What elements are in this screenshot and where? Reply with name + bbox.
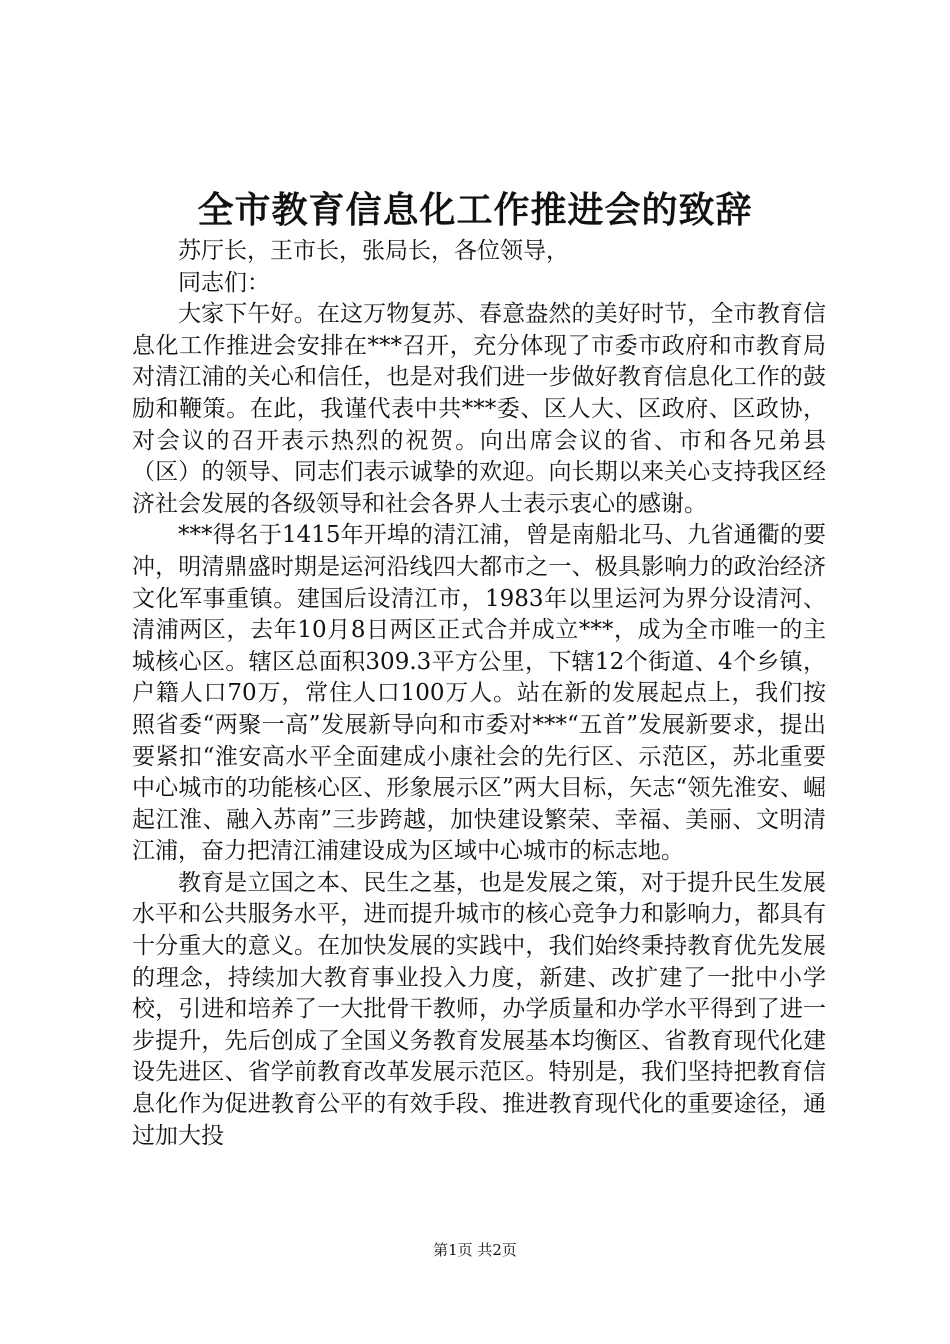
document-title: 全市教育信息化工作推进会的致辞 [197, 189, 753, 231]
page-number-footer: 第1页 共2页 [433, 1241, 517, 1259]
document-body [132, 236, 826, 1152]
body-paragraph: 大家下午好。在这万物复苏、春意盎然的美好时节，全市教育信息化工作推进会安排在***召开，充分体现了市委市政府和市教育局对清江浦的关心和信任，也是对我们进一步做好教育信息化工作的鼓励和鞭策。在此，我谨代表中共***委、区人大、区政府、区政协，对会议的召开表示热烈的祝贺。向出席会议的省、市和各兄弟县（区）的领导、同志们表示诚挚的欢迎。向长期以来关心支持我区经济社会发展的各级领导和社会各界人士表示衷心的感谢。 [132, 301, 826, 517]
salutation-line: 同志们： [178, 269, 270, 296]
body-paragraph: 教育是立国之本、民生之基，也是发展之策，对于提升民生发展水平和公共服务水平，进而提升城市的核心竞争力和影响力，都具有十分重大的意义。在加快发展的实践中，我们始终秉持教育优先发展的理念，持续加大教育事业投入力度，新建、改扩建了一批中小学校，引进和培养了一大批骨干教师，办学质量和办学水平得到了进一步提升，先后创成了全国义务教育发展基本均衡区、省教育现代化建设先进区、省学前教育改革发展示范区。特别是，我们坚持把教育信息化作为促进教育公平的有效手段、推进教育现代化的重要途径，通过加大投 [132, 869, 826, 1149]
body-paragraph: ***得名于1415年开埠的清江浦，曾是南船北马、九省通衢的要冲，明清鼎盛时期是运河沿线四大都市之一、极具影响力的政治经济文化军事重镇。建国后设清江市，1983年以里运河为界分设清河、清浦两区，去年10月8日两区正式合并成立***，成为全市唯一的主城核心区。辖区总面积309.3平方公里，下辖12个街道、4个乡镇，户籍人口70万，常住人口100万人。站在新的发展起点上，我们按照省委“两聚一高”发展新导向和市委对***“五首”发展新要求，提出要紧扣“淮安高水平全面建成小康社会的先行区、示范区，苏北重要中心城市的功能核心区、形象展示区”两大目标，矢志“领先淮安、崛起江淮、融入苏南”三步跨越，加快建设繁荣、幸福、美丽、文明清江浦，奋力把清江浦建设成为区域中心城市的标志地。 [132, 522, 826, 865]
salutation-line: 苏厅长，王市长，张局长，各位领导， [178, 238, 569, 264]
